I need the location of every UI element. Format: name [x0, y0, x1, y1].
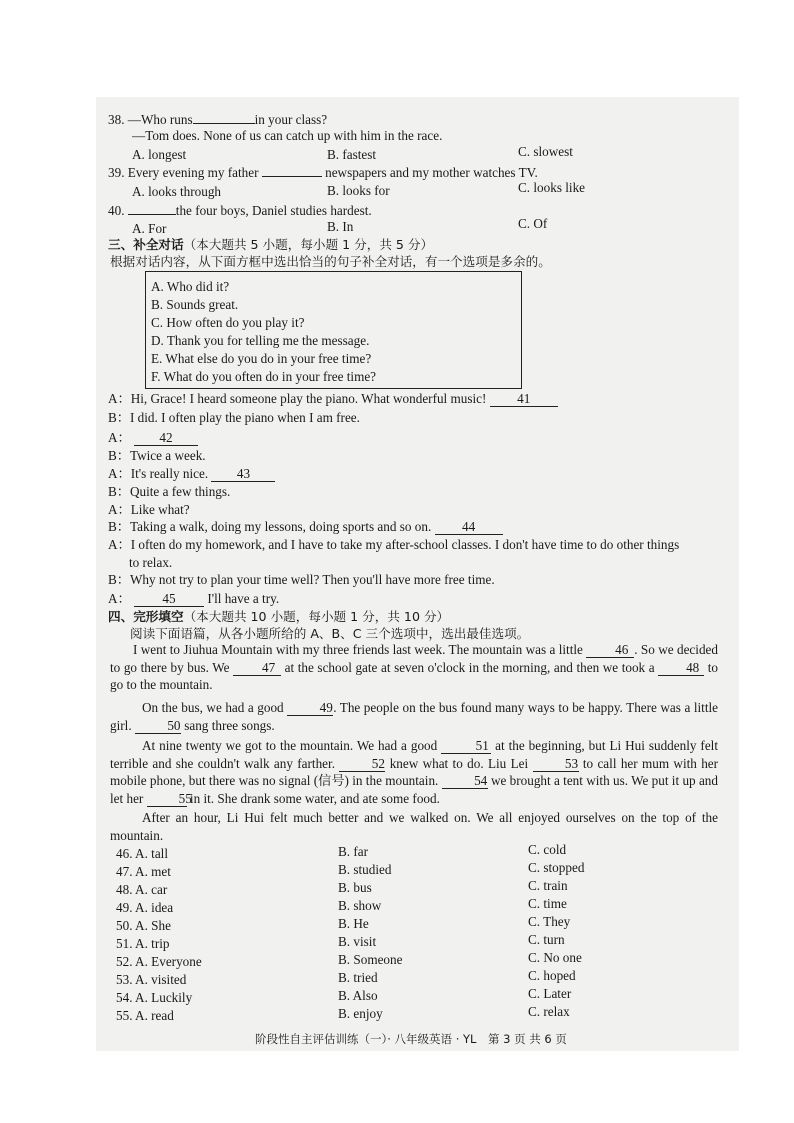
cloze-paragraph-1: I went to Jiuhua Mountain with my three friends last week. The mountain was a little 46 . So we decided to go there by bus. We 47 at the school gate at seven o'clock in the morning, and then we took a 48 to go to the mountain.: [110, 642, 719, 693]
dialogue-line: to relax.: [129, 555, 173, 570]
box-option: B. Sounds great.: [151, 297, 239, 312]
section-3-instruction: 根据对话内容，从下面方框中选出恰当的句子补全对话，有一个选项是多余的。: [110, 254, 551, 269]
option: A. For: [132, 221, 167, 236]
option: B. looks for: [327, 183, 390, 198]
choice: B. enjoy: [338, 1006, 383, 1021]
dialogue-line: B：Why not try to plan your time well? Then you'll have more free time.: [108, 572, 495, 587]
dialogue-line: A：It's really nice. 43: [108, 465, 275, 482]
q38-stem: 38. —Who runs in your class?: [108, 112, 328, 127]
answer-blank[interactable]: [128, 214, 176, 215]
option: C. looks like: [518, 180, 586, 195]
cloze-paragraph-3: At nine twenty we got to the mountain. We had a good 51 at the beginning, but Li Hui suddenly felt terrible and she couldn't walk any farther. 52 knew what to do. Liu Lei 53 to call her mum with her mobile phone, but there was no signal (信号) in the mountain. 54 we brought a tent with us. We put it up and let her 55 in it. She drank some water, and ate some food.: [110, 738, 719, 806]
choice: B. Also: [338, 988, 378, 1003]
box-option: A. Who did it?: [151, 279, 230, 294]
option: A. longest: [132, 147, 187, 162]
answer-blank[interactable]: 50: [135, 719, 181, 734]
answer-blank[interactable]: 44: [435, 520, 503, 535]
dialogue-line: A：Like what?: [108, 502, 190, 517]
choice: B. studied: [338, 862, 392, 877]
choice: C. stopped: [528, 860, 585, 875]
q39-stem: 39. Every evening my father newspapers and my mother watches TV.: [108, 165, 538, 180]
box-option: C. How often do you play it?: [151, 315, 305, 330]
section-4-instruction: 阅读下面语篇，从各小题所给的 A、B、C 三个选项中，选出最佳选项。: [130, 626, 530, 641]
choice: 49. A. idea: [116, 900, 174, 915]
choice: 55. A. read: [116, 1008, 174, 1023]
answer-blank[interactable]: 48: [658, 661, 704, 676]
answer-blank[interactable]: 53: [533, 757, 579, 772]
answer-blank[interactable]: 46: [586, 643, 634, 658]
page-footer: 阶段性自主评估训练（一）· 八年级英语 · YL 第 3 页 共 6 页: [255, 1032, 567, 1046]
choice: B. visit: [338, 934, 377, 949]
choice: 46. A. tall: [116, 846, 169, 861]
choice: C. turn: [528, 932, 565, 947]
choice: C. cold: [528, 842, 567, 857]
choice: B. He: [338, 916, 369, 931]
choice: 51. A. trip: [116, 936, 170, 951]
choice: C. time: [528, 896, 567, 911]
choice: C. No one: [528, 950, 582, 965]
dialogue-line: B：Twice a week.: [108, 448, 206, 463]
answer-blank[interactable]: 47: [233, 661, 281, 676]
choice: C. hoped: [528, 968, 576, 983]
answer-blank[interactable]: 55: [147, 792, 187, 807]
choice: 53. A. visited: [116, 972, 187, 987]
option: A. looks through: [132, 184, 222, 199]
choice: B. tried: [338, 970, 378, 985]
answer-blank[interactable]: 51: [441, 739, 491, 754]
option-box: [145, 271, 522, 389]
choice: C. Later: [528, 986, 572, 1001]
choice: 48. A. car: [116, 882, 168, 897]
choice: B. Someone: [338, 952, 403, 967]
answer-blank[interactable]: 52: [339, 757, 385, 772]
option: C. Of: [518, 216, 548, 231]
choice: 52. A. Everyone: [116, 954, 202, 969]
answer-blank[interactable]: 54: [442, 774, 488, 789]
choice: B. bus: [338, 880, 372, 895]
cloze-paragraph-4: After an hour, Li Hui felt much better and we walked on. We all enjoyed ourselves on the top of the mountain.: [110, 810, 718, 843]
dialogue-line: B：I did. I often play the piano when I am free.: [108, 410, 360, 425]
dialogue-line: B：Quite a few things.: [108, 484, 231, 499]
answer-blank[interactable]: 41: [490, 392, 558, 407]
choice: 50. A. She: [116, 918, 171, 933]
answer-blank[interactable]: [193, 123, 255, 124]
dialogue-line: A： 45 I'll have a try.: [108, 591, 280, 606]
dialogue-line: A：Hi, Grace! I heard someone play the piano. What wonderful music! 41: [108, 390, 558, 407]
dialogue-line: A：I often do my homework, and I have to take my after-school classes. I don't have time to do other things: [108, 537, 680, 552]
option: C. slowest: [518, 144, 573, 159]
answer-blank[interactable]: 42: [134, 431, 198, 446]
dialogue-line: B：Taking a walk, doing my lessons, doing sports and so on. 44: [108, 518, 503, 535]
option: B. In: [327, 219, 354, 234]
answer-blank[interactable]: 49: [287, 701, 333, 716]
choice: 54. A. Luckily: [116, 990, 193, 1005]
answer-blank[interactable]: 45: [134, 592, 204, 607]
section-3-heading: 三、补全对话（本大题共 5 小题，每小题 1 分，共 5 分）: [108, 237, 434, 252]
choice: 47. A. met: [116, 864, 171, 879]
q40-stem: 40. the four boys, Daniel studies hardest.: [108, 203, 372, 218]
choice: C. They: [528, 914, 571, 929]
section-4-heading: 四、完形填空（本大题共 10 小题，每小题 1 分，共 10 分）: [108, 609, 450, 624]
choice: B. show: [338, 898, 382, 913]
dialogue-line: A： 42: [108, 429, 198, 446]
exam-page: [96, 97, 739, 1051]
q38-reply: —Tom does. None of us can catch up with him in the race.: [132, 128, 443, 143]
option: B. fastest: [327, 147, 377, 162]
box-option: D. Thank you for telling me the message.: [151, 333, 370, 348]
choice: C. relax: [528, 1004, 570, 1019]
choice: B. far: [338, 844, 369, 859]
box-option: E. What else do you do in your free time?: [151, 351, 372, 366]
box-option: F. What do you often do in your free time?: [151, 369, 377, 384]
cloze-paragraph-2: On the bus, we had a good 49. The people on the bus found many ways to be happy. There was a little girl. 50 sang three songs.: [110, 700, 718, 733]
answer-blank[interactable]: [262, 176, 322, 177]
choice: C. train: [528, 878, 568, 893]
answer-blank[interactable]: 43: [211, 467, 275, 482]
